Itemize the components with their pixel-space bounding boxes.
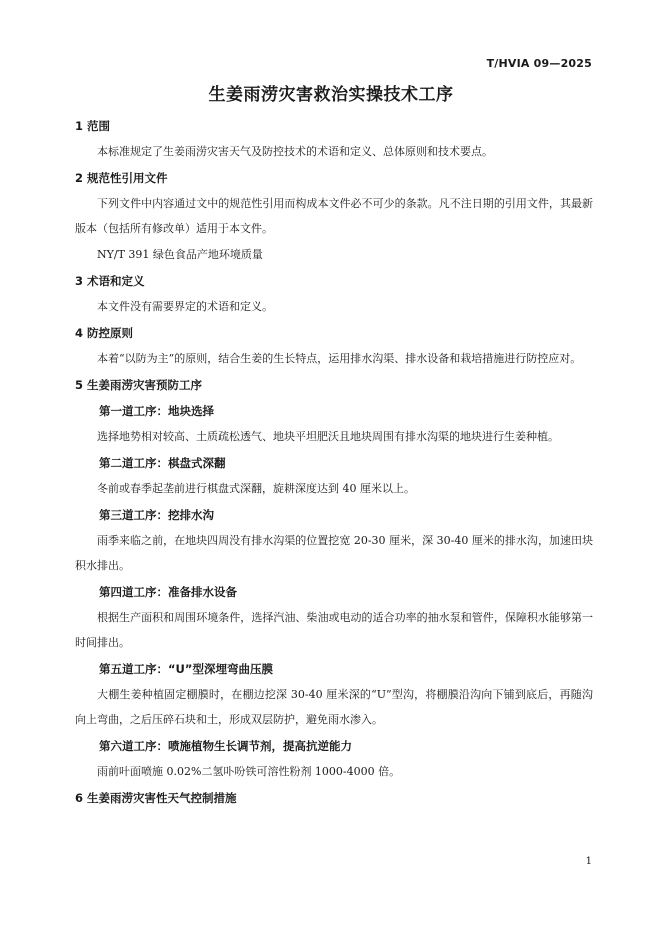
section-text-terms: 本文件没有需要界定的术语和定义。 xyxy=(97,300,273,313)
step-title-1: 第一道工序：地块选择 xyxy=(99,404,214,418)
step-text-3: 雨季来临之前，在地块四周没有排水沟渠的位置挖宽 20-30 厘米，深 30-40 厘米的排水沟，加速田块积水排出。 xyxy=(75,534,593,572)
step-title-2: 第二道工序：棋盘式深翻 xyxy=(99,456,226,470)
step-text-1: 选择地势相对较高、土质疏松透气、地块平坦肥沃且地块周围有排水沟渠的地块进行生姜种植。 xyxy=(97,430,559,443)
section-heading-terms: 3 术语和定义 xyxy=(75,274,145,288)
step-text-6: 雨前叶面喷施 0.02%二氢卟吩铁可溶性粉剂 1000-4000 倍。 xyxy=(97,765,401,778)
section-text-normative-references: 下列文件中内容通过文中的规范性引用而构成本文件必不可少的条款。凡不注日期的引用文件，其最新版本（包括所有修改单）适用于本文件。 xyxy=(75,197,593,235)
step-title-5: 第五道工序：“U”型深埋弯曲压膜 xyxy=(99,662,273,676)
step-title-3: 第三道工序：挖排水沟 xyxy=(99,508,214,522)
document-code: T/HVIA 09—2025 xyxy=(486,57,592,70)
reference-item: NY/T 391 绿色食品产地环境质量 xyxy=(97,248,263,261)
step-title-4: 第四道工序：准备排水设备 xyxy=(99,585,237,599)
section-text-principles: 本着“以防为主”的原则，结合生姜的生长特点，运用排水沟渠、排水设备和栽培措施进行防控应对。 xyxy=(97,352,582,365)
step-title-6: 第六道工序：喷施植物生长调节剂，提高抗逆能力 xyxy=(99,739,352,753)
section-heading-principles: 4 防控原则 xyxy=(75,326,134,340)
section-heading-scope: 1 范围 xyxy=(75,119,111,133)
section-heading-normative-references: 2 规范性引用文件 xyxy=(75,171,168,185)
step-text-5: 大棚生姜种植固定棚膜时，在棚边挖深 30-40 厘米深的“U”型沟，将棚膜沿沟向下铺到底后，再随沟向上弯曲，之后压碎石块和土，形成双层防护，避免雨水渗入。 xyxy=(75,688,593,726)
page-number: 1 xyxy=(585,856,592,867)
document-body xyxy=(75,113,593,811)
section-heading-control-measures: 6 生姜雨涝灾害性天气控制措施 xyxy=(75,791,237,805)
section-text-scope: 本标准规定了生姜雨涝灾害天气及防控技术的术语和定义、总体原则和技术要点。 xyxy=(97,145,493,158)
document-title: 生姜雨涝灾害救治实操技术工序 xyxy=(208,85,454,105)
section-heading-prevention: 5 生姜雨涝灾害预防工序 xyxy=(75,378,203,392)
step-text-2: 冬前或春季起垄前进行棋盘式深翻，旋耕深度达到 40 厘米以上。 xyxy=(97,482,415,495)
step-text-4: 根据生产面积和周围环境条件，选择汽油、柴油或电动的适合功率的抽水泵和管件，保障积水能够第一时间排出。 xyxy=(75,611,593,649)
